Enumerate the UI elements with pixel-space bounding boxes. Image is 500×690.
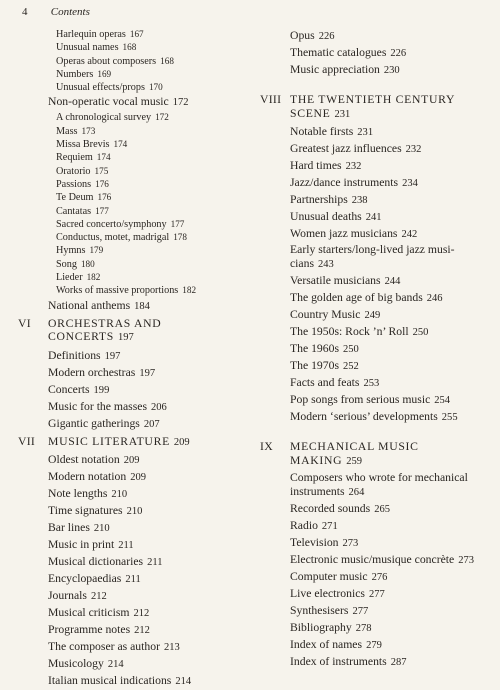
- section-heading: [258, 440, 496, 468]
- entry-title: Lieder: [56, 272, 83, 284]
- entry-page-number: 276: [371, 572, 388, 583]
- entry-title: The 1960s: [290, 342, 340, 355]
- entry-page-number: 249: [364, 310, 381, 321]
- contents-entry: [16, 588, 246, 605]
- entry-page-number: 209: [123, 455, 140, 467]
- entry-title: Recorded sounds: [290, 502, 371, 515]
- entry-page-number: 271: [321, 521, 338, 532]
- entry-title: Concerts: [48, 382, 90, 396]
- entry-title: Note lengths: [48, 487, 108, 501]
- entry-title: The 1970s: [290, 359, 340, 372]
- entry-title: Bar lines: [48, 521, 90, 535]
- contents-entry: [16, 469, 246, 486]
- section-number: VI: [18, 316, 31, 330]
- contents-entry: [16, 639, 246, 656]
- section-title: MUSIC LITERATURE: [48, 434, 170, 448]
- entry-page-number: 211: [147, 557, 163, 569]
- contents-entry: [16, 656, 246, 673]
- entry-page-number: 172: [155, 112, 169, 123]
- entry-title: National anthems: [48, 298, 131, 312]
- contents-entry: [258, 654, 496, 671]
- entry-page-number: 199: [93, 384, 110, 396]
- contents-entry: [258, 375, 496, 392]
- contents-entry: [16, 673, 246, 690]
- contents-entry: [16, 348, 246, 365]
- entry-page-number: 241: [365, 212, 382, 223]
- entry-title: Greatest jazz influences: [290, 142, 402, 155]
- entry-title: Index of instruments: [290, 655, 387, 668]
- contents-entry: [16, 298, 246, 315]
- entry-title: Modern notation: [48, 470, 127, 484]
- contents-entry: [258, 552, 496, 569]
- entry-page-number: 210: [111, 489, 128, 501]
- entry-title: Music in print: [48, 538, 115, 552]
- entry-page-number: 168: [160, 55, 174, 66]
- contents-subentry: [16, 151, 246, 164]
- entry-page-number: 264: [348, 486, 365, 498]
- page-title: Contents: [50, 6, 90, 18]
- entry-title: Definitions: [48, 348, 101, 362]
- section-page-number: 259: [346, 455, 363, 467]
- entry-page-number: 273: [342, 538, 359, 549]
- contents-entry: [16, 365, 246, 382]
- entry-page-number: 209: [130, 472, 147, 484]
- entry-title: Thematic catalogues: [290, 46, 387, 59]
- entry-title: Jazz/dance instruments: [290, 176, 399, 189]
- entry-title: Encyclopaedias: [48, 572, 122, 586]
- section-number: VII: [18, 434, 36, 448]
- entry-title: Hymns: [56, 245, 86, 257]
- contents-entry: [16, 416, 246, 433]
- entry-page-number: 253: [363, 378, 380, 389]
- entry-title: Early starters/long-lived jazz musi-: [290, 243, 455, 256]
- contents-entry: [258, 392, 496, 409]
- contents-subentry: [16, 178, 246, 191]
- entry-title: Music appreciation: [290, 63, 380, 76]
- contents-subentry: [16, 271, 246, 284]
- entry-page-number: 184: [134, 300, 150, 312]
- entry-title: Oldest notation: [48, 453, 120, 467]
- entry-page-number: 214: [175, 676, 192, 688]
- entry-page-number: 232: [345, 161, 362, 172]
- entry-title: Modern orchestras: [48, 365, 136, 379]
- contents-entry: [258, 569, 496, 586]
- entry-page-number: 213: [163, 642, 180, 654]
- entry-page-number: 211: [118, 540, 134, 552]
- contents-entry: [16, 520, 246, 537]
- section-page-number: 197: [117, 332, 134, 344]
- entry-title: Computer music: [290, 570, 368, 583]
- section-spacer: [258, 79, 496, 91]
- entry-page-number: 278: [355, 623, 372, 634]
- contents-entry: [258, 175, 496, 192]
- entry-page-number: 250: [412, 327, 429, 338]
- contents-subentry: [16, 165, 246, 178]
- entry-title: Numbers: [56, 68, 94, 80]
- entry-title: Oratorio: [56, 165, 91, 177]
- contents-column-right: [258, 28, 496, 671]
- contents-entry: [258, 124, 496, 141]
- entry-title: Partnerships: [290, 193, 348, 206]
- entry-title: The golden age of big bands: [290, 291, 423, 304]
- entry-title: Musical dictionaries: [48, 555, 144, 569]
- contents-entry: [16, 554, 246, 571]
- entry-page-number: 250: [343, 344, 359, 355]
- contents-entry: [258, 273, 496, 290]
- entry-page-number: 170: [148, 82, 163, 93]
- entry-page-number: 175: [94, 165, 109, 176]
- entry-page-number: 169: [97, 68, 112, 79]
- contents-subentry: [16, 218, 246, 231]
- contents-subentry: [16, 28, 246, 41]
- page-header: [22, 6, 90, 18]
- contents-entry: [258, 535, 496, 552]
- entry-title: Musical criticism: [48, 606, 130, 620]
- entry-title: Gigantic gatherings: [48, 416, 140, 430]
- contents-subentry: [16, 41, 246, 54]
- contents-entry: [258, 518, 496, 535]
- entry-title: Programme notes: [48, 623, 131, 637]
- entry-page-number: 177: [170, 218, 185, 229]
- entry-page-number: 277: [352, 606, 369, 617]
- entry-page-number: 243: [318, 258, 334, 270]
- contents-entry: [258, 603, 496, 620]
- contents-entry: [16, 503, 246, 520]
- entry-page-number: 210: [126, 506, 143, 518]
- section-title: THE TWENTIETH CENTURY: [290, 93, 456, 106]
- entry-title: Song: [56, 258, 77, 270]
- entry-title: Opus: [290, 29, 315, 42]
- contents-entry: [258, 471, 496, 499]
- entry-page-number: 226: [318, 31, 335, 42]
- contents-subentry: [16, 191, 246, 204]
- contents-entry: [16, 622, 246, 639]
- entry-page-number: 210: [93, 523, 110, 535]
- entry-page-number: 287: [390, 657, 407, 668]
- page-number: 4: [22, 6, 28, 18]
- contents-subentry: [16, 284, 246, 297]
- entry-title: Live electronics: [290, 587, 365, 600]
- entry-page-number: 182: [182, 285, 197, 296]
- contents-entry: [16, 94, 246, 111]
- contents-subentry: [16, 205, 246, 218]
- entry-title: Modern ‘serious’ developments: [290, 410, 438, 423]
- entry-title: Women jazz musicians: [290, 227, 398, 240]
- entry-title: Italian musical indications: [48, 674, 172, 688]
- entry-page-number: 182: [86, 272, 101, 283]
- entry-page-number: 234: [402, 178, 418, 189]
- entry-page-number: 176: [97, 192, 112, 203]
- contents-entry: [258, 243, 496, 271]
- entry-title: Country Music: [290, 308, 361, 321]
- entry-title: Requiem: [56, 152, 93, 164]
- entry-title: Te Deum: [56, 192, 94, 204]
- entry-page-number: 167: [129, 29, 144, 39]
- entry-title: Facts and feats: [290, 376, 360, 389]
- section-heading: [16, 435, 246, 450]
- entry-title: Passions: [56, 178, 92, 190]
- entry-page-number: 173: [81, 125, 96, 136]
- contents-subentry: [16, 68, 246, 81]
- entry-title: Works of massive proportions: [56, 285, 179, 297]
- entry-page-number: 273: [458, 555, 474, 566]
- contents-subentry: [16, 231, 246, 244]
- contents-subentry: [16, 258, 246, 271]
- contents-subentry: [16, 81, 246, 94]
- contents-subentry: [16, 125, 246, 138]
- entry-title: A chronological survey: [56, 112, 152, 124]
- entry-page-number: 252: [343, 361, 359, 372]
- section-title: MECHANICAL MUSIC: [290, 440, 419, 453]
- entry-page-number: 226: [390, 48, 407, 59]
- contents-entry: [258, 409, 496, 426]
- entry-page-number: 178: [173, 232, 187, 243]
- contents-entry: [258, 637, 496, 654]
- section-page-number: 231: [334, 108, 351, 120]
- contents-entry: [16, 537, 246, 554]
- entry-page-number: 197: [139, 367, 156, 379]
- entry-title: Music for the masses: [48, 399, 148, 413]
- section-heading: [16, 317, 246, 345]
- entry-title-cont: cians: [290, 256, 315, 270]
- contents-entry: [258, 358, 496, 375]
- entry-title: Notable firsts: [290, 125, 354, 138]
- section-title: ORCHESTRAS AND: [48, 316, 162, 330]
- entry-page-number: 179: [89, 245, 104, 256]
- entry-page-number: 242: [401, 229, 418, 240]
- entry-title: Unusual effects/props: [56, 82, 145, 94]
- section-number: VIII: [260, 93, 282, 106]
- entry-page-number: 212: [133, 608, 150, 620]
- contents-subentry: [16, 244, 246, 257]
- entry-title: Journals: [48, 589, 87, 603]
- entry-title: Composers who wrote for mechanical: [290, 471, 468, 484]
- entry-title: Musicology: [48, 657, 104, 671]
- entry-page-number: 232: [405, 144, 422, 155]
- contents-entry: [258, 324, 496, 341]
- entry-page-number: 212: [90, 591, 107, 603]
- entry-page-number: 255: [441, 412, 458, 423]
- entry-page-number: 212: [134, 625, 150, 637]
- entry-title: Electronic music/musique concrète: [290, 553, 455, 566]
- entry-title: Unusual names: [56, 42, 119, 54]
- contents-subentry: [16, 138, 246, 151]
- entry-title: Harlequin operas: [56, 29, 126, 40]
- entry-page-number: 174: [113, 139, 128, 150]
- entry-title: The 1950s: Rock ’n’ Roll: [290, 325, 409, 338]
- contents-entry: [258, 501, 496, 518]
- contents-subentry: [16, 111, 246, 124]
- contents-entry: [258, 45, 496, 62]
- contents-entry: [16, 399, 246, 416]
- entry-page-number: 277: [368, 589, 385, 600]
- contents-entry: [258, 307, 496, 324]
- entry-page-number: 177: [95, 205, 109, 216]
- entry-title: Operas about composers: [56, 55, 157, 67]
- entry-title: Non-operatic vocal music: [48, 95, 169, 109]
- section-spacer: [258, 426, 496, 438]
- contents-entry: [258, 290, 496, 307]
- contents-entry: [258, 28, 496, 45]
- entry-title: Missa Brevis: [56, 139, 110, 151]
- entry-title: Unusual deaths: [290, 210, 362, 223]
- entry-title: Cantatas: [56, 205, 92, 217]
- contents-entry: [258, 341, 496, 358]
- entry-title: Time signatures: [48, 504, 123, 518]
- section-title-cont: CONCERTS: [48, 330, 114, 344]
- contents-column-left: [16, 28, 246, 690]
- entry-title: Pop songs from serious music: [290, 393, 431, 406]
- entry-page-number: 206: [151, 401, 167, 413]
- contents-entry: [258, 158, 496, 175]
- contents-entry: [258, 620, 496, 637]
- entry-title: Mass: [56, 125, 78, 137]
- entry-page-number: 244: [384, 276, 401, 287]
- entry-page-number: 180: [80, 258, 95, 269]
- contents-subentry: [16, 55, 246, 68]
- contents-entry: [16, 486, 246, 503]
- contents-entry: [16, 605, 246, 622]
- entry-page-number: 279: [366, 640, 382, 651]
- entry-page-number: 254: [434, 395, 451, 406]
- entry-page-number: 207: [143, 418, 160, 430]
- entry-title: Synthesisers: [290, 604, 349, 617]
- entry-page-number: 174: [96, 152, 111, 163]
- contents-entry: [258, 586, 496, 603]
- entry-title: The composer as author: [48, 640, 160, 654]
- entry-title: Radio: [290, 519, 318, 532]
- entry-title: Hard times: [290, 159, 342, 172]
- entry-page-number: 265: [374, 504, 390, 515]
- contents-entry: [16, 571, 246, 588]
- entry-page-number: 230: [383, 65, 400, 76]
- entry-page-number: 172: [172, 97, 189, 109]
- entry-page-number: 168: [122, 42, 137, 53]
- entry-title: Sacred concerto/symphony: [56, 218, 167, 230]
- section-number: IX: [260, 440, 273, 453]
- contents-entry: [258, 62, 496, 79]
- entry-page-number: 238: [351, 195, 368, 206]
- entry-page-number: 176: [95, 178, 109, 189]
- contents-entry: [258, 192, 496, 209]
- entry-title: Bibliography: [290, 621, 352, 634]
- entry-page-number: 197: [104, 350, 121, 362]
- contents-entry: [258, 209, 496, 226]
- entry-page-number: 246: [426, 293, 443, 304]
- entry-page-number: 211: [125, 574, 141, 586]
- section-title-cont: SCENE: [290, 106, 331, 120]
- contents-entry: [258, 226, 496, 243]
- contents-entry: [258, 141, 496, 158]
- section-page-number: 209: [173, 436, 190, 448]
- contents-entry: [16, 452, 246, 469]
- entry-title: Conductus, motet, madrigal: [56, 232, 170, 244]
- entry-page-number: 231: [357, 127, 374, 138]
- entry-title: Television: [290, 536, 339, 549]
- section-title-cont: MAKING: [290, 453, 343, 467]
- entry-title: Index of names: [290, 638, 363, 651]
- entry-title-cont: instruments: [290, 484, 345, 498]
- section-heading: [258, 93, 496, 121]
- entry-page-number: 214: [107, 659, 124, 671]
- contents-entry: [16, 382, 246, 399]
- entry-title: Versatile musicians: [290, 274, 381, 287]
